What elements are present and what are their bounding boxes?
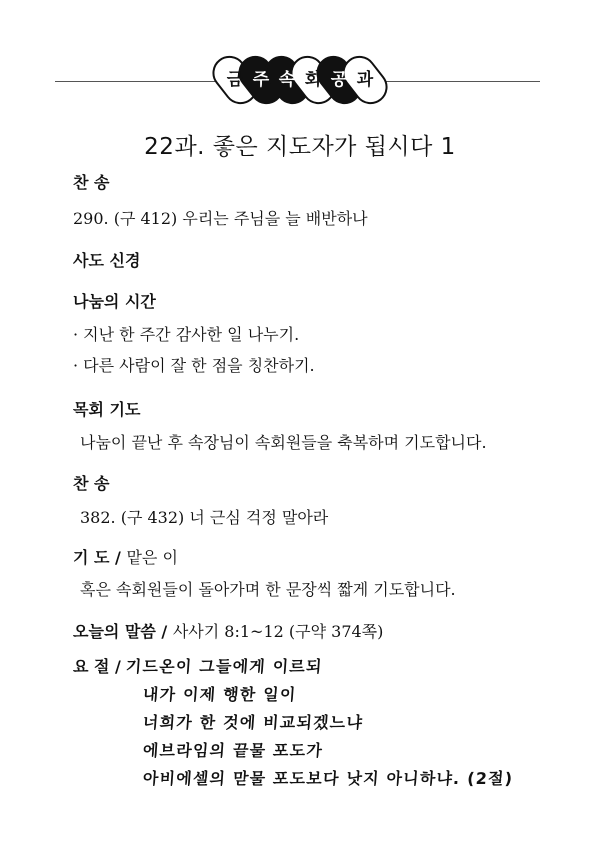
- word-reference: 사사기 8:1~12 (구약 374쪽): [172, 622, 384, 641]
- prayer1-text: 나눔이 끝난 후 속장님이 속회원들을 축복하며 기도합니다.: [80, 433, 487, 452]
- verse-heading: 요 절 /: [73, 657, 127, 676]
- verse-heading-line: [73, 654, 323, 677]
- creed-heading: 사도 신경: [73, 251, 141, 270]
- badge-char-6: 과: [356, 70, 374, 90]
- verse-line-2: 내가 이제 행한 일이: [142, 685, 298, 704]
- prayer2-heading-line: [73, 545, 178, 568]
- prayer2-text: 혹은 속회원들이 돌아가며 한 문장씩 짧게 기도합니다.: [80, 580, 456, 599]
- hymn2-heading: 찬 송: [73, 474, 110, 493]
- verse-line-1: 기드온이 그들에게 이르되: [125, 657, 324, 676]
- verse-line-4: 에브라임의 끝물 포도가: [142, 741, 324, 760]
- hymn2-text: 382. (구 432) 너 근심 걱정 말아라: [80, 508, 329, 527]
- badge-char-4: 회: [304, 70, 322, 90]
- prayer2-heading: 기 도 /: [73, 548, 127, 567]
- header-rule-right: [380, 81, 540, 82]
- verse-line-5: 아비에셀의 맏물 포도보다 낫지 아니하냐. (2절): [142, 769, 514, 788]
- word-heading: 오늘의 말씀 /: [73, 622, 173, 641]
- verse-line-3: 너희가 한 것에 비교되겠느냐: [142, 713, 364, 732]
- badge-char-5: 공: [330, 70, 348, 90]
- badge-char-3: 속: [278, 70, 296, 90]
- badge-char-2: 주: [252, 70, 270, 90]
- sharing-item-1: · 지난 한 주간 감사한 일 나누기.: [73, 325, 300, 344]
- header-rule-left: [55, 81, 225, 82]
- prayer2-leader: 맡은 이: [126, 548, 178, 567]
- word-heading-line: [73, 619, 383, 642]
- prayer1-heading: 목회 기도: [73, 400, 141, 419]
- sharing-heading: 나눔의 시간: [73, 292, 156, 311]
- sharing-item-2: · 다른 사람이 잘 한 점을 칭찬하기.: [73, 356, 315, 375]
- badge-group: [210, 56, 390, 106]
- header-banner: [0, 50, 600, 116]
- hymn1-heading: 찬 송: [73, 173, 110, 192]
- hymn1-text: 290. (구 412) 우리는 주님을 늘 배반하나: [73, 209, 368, 228]
- lesson-title: 22과. 좋은 지도자가 됩시다 1: [144, 134, 456, 160]
- badge-char-1: 금: [226, 70, 244, 90]
